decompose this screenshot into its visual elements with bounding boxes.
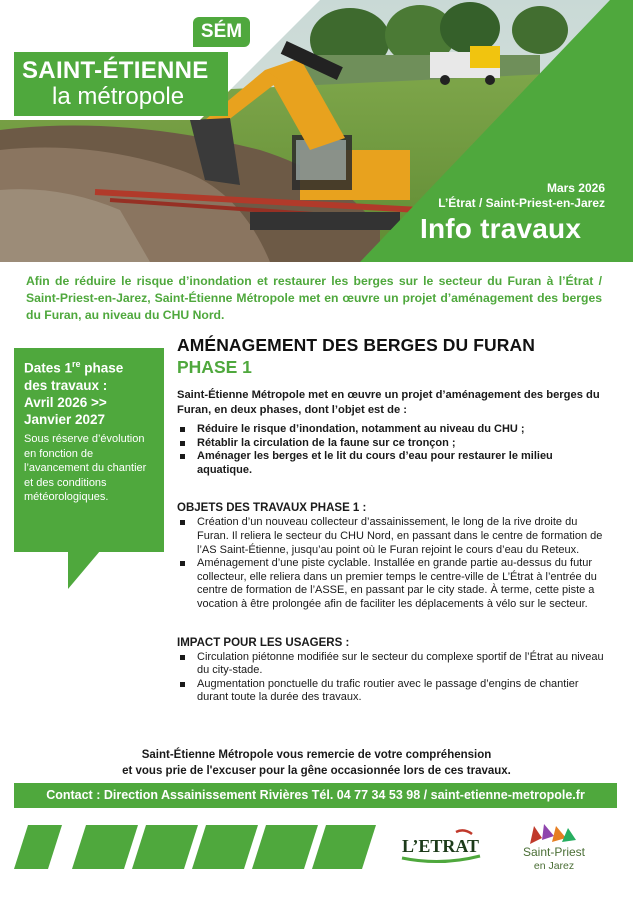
- issue-location: L’Étrat / Saint-Priest-en-Jarez: [438, 196, 605, 210]
- contact-bar: [14, 783, 617, 808]
- brand-badge: [193, 17, 250, 47]
- objects-heading: OBJETS DES TRAVAUX PHASE 1 :: [177, 502, 367, 515]
- objects-list: [177, 516, 605, 611]
- list-item: Aménagement d’une piste cyclable. Installée en grande partie au-dessus du futur collecteur, elle reliera dans un premier temps le centre-ville de L’Étrat à l’entrée du centre de formation de l’ASSE, en passant par le city stade. À terme, cette piste a vocation à être prolongée afin de faciliter les déplacements à vélo sur le secteur.: [177, 557, 605, 611]
- list-item: Création d’un nouveau collecteur d’assainissement, le long de la rive droite du Furan. Il reliera le secteur du CHU Nord, en passant dans le centre de formation de l’AS Saint-Étienne, jusqu’au point où le Furan rejoint le cours d’eau du Reteux.: [177, 516, 605, 557]
- list-item: Circulation piétonne modifiée sur le secteur du complexe sportif de l’Étrat au niveau du city-stade.: [177, 651, 605, 678]
- list-item: Rétablir la circulation de la faune sur ce tronçon ;: [177, 437, 605, 451]
- section-title: AMÉNAGEMENT DES BERGES DU FURAN: [177, 335, 535, 355]
- saint-priest-subtext: en Jarez: [533, 860, 575, 872]
- goals-list: [177, 423, 605, 477]
- saint-priest-text: Saint-Priest: [522, 845, 586, 859]
- brand-badge-text: SÉM: [200, 21, 243, 42]
- phase-start-date: Avril 2026 >>: [24, 394, 107, 410]
- thanks-message: [14, 747, 619, 779]
- list-item: Augmentation ponctuelle du trafic routier avec le passage d’engins de chantier durant toute la durée des travaux.: [177, 678, 605, 705]
- phase-label: PHASE 1: [177, 357, 252, 377]
- phase-end-date: Janvier 2027: [24, 411, 106, 427]
- thanks-line-2: et vous prie de l'excuser pour la gêne occasionnée lors de ces travaux.: [122, 765, 511, 777]
- decorative-stripes: [14, 825, 376, 869]
- dates-panel-tail: [68, 551, 100, 589]
- list-item: Réduire le risque d’inondation, notamment au niveau du CHU ;: [177, 423, 605, 437]
- list-item: Aménager les berges et le lit du cours d’eau pour restaurer le milieu aquatique.: [177, 450, 605, 477]
- page-title: Info travaux: [420, 213, 582, 244]
- contact-text: Contact : Direction Assainissement Rivières Tél. 04 77 34 53 98 / saint-etienne-metropole.fr: [46, 788, 585, 802]
- intro-paragraph: Afin de réduire le risque d’inondation et restaurer les berges sur le secteur du Furan à l’Étrat / Saint-Priest-en-Jarez, Saint-Étienne Métropole met en œuvre un projet d’aménagement des berges du Furan, au niveau du CHU Nord.: [26, 274, 602, 322]
- impact-list: [177, 651, 605, 705]
- letrat-logo: [396, 826, 486, 866]
- impact-heading: IMPACT POUR LES USAGERS :: [177, 636, 350, 649]
- phase-dates-label: Dates 1re phase: [24, 359, 124, 376]
- phase-dates-label-2: des travaux :: [24, 377, 108, 393]
- thanks-line-1: Saint-Étienne Métropole vous remercie de votre compréhension: [141, 749, 492, 761]
- brand-subtitle: la métropole: [52, 83, 185, 110]
- phase-dates: [24, 356, 159, 428]
- brand-name: SAINT-ÉTIENNE: [22, 57, 209, 84]
- main-content: [177, 335, 605, 705]
- lead-paragraph: Saint-Étienne Métropole met en œuvre un projet d’aménagement des berges du Furan, en deux phases, dont l’objet est de :: [177, 389, 600, 416]
- dates-disclaimer: Sous réserve d’évolution en fonction de l’avancement du chantier et des conditions météorologiques.: [24, 433, 147, 503]
- letrat-logo-text: L’ETRAT: [402, 836, 480, 856]
- saint-priest-logo: [512, 822, 596, 874]
- issue-date: Mars 2026: [546, 181, 605, 195]
